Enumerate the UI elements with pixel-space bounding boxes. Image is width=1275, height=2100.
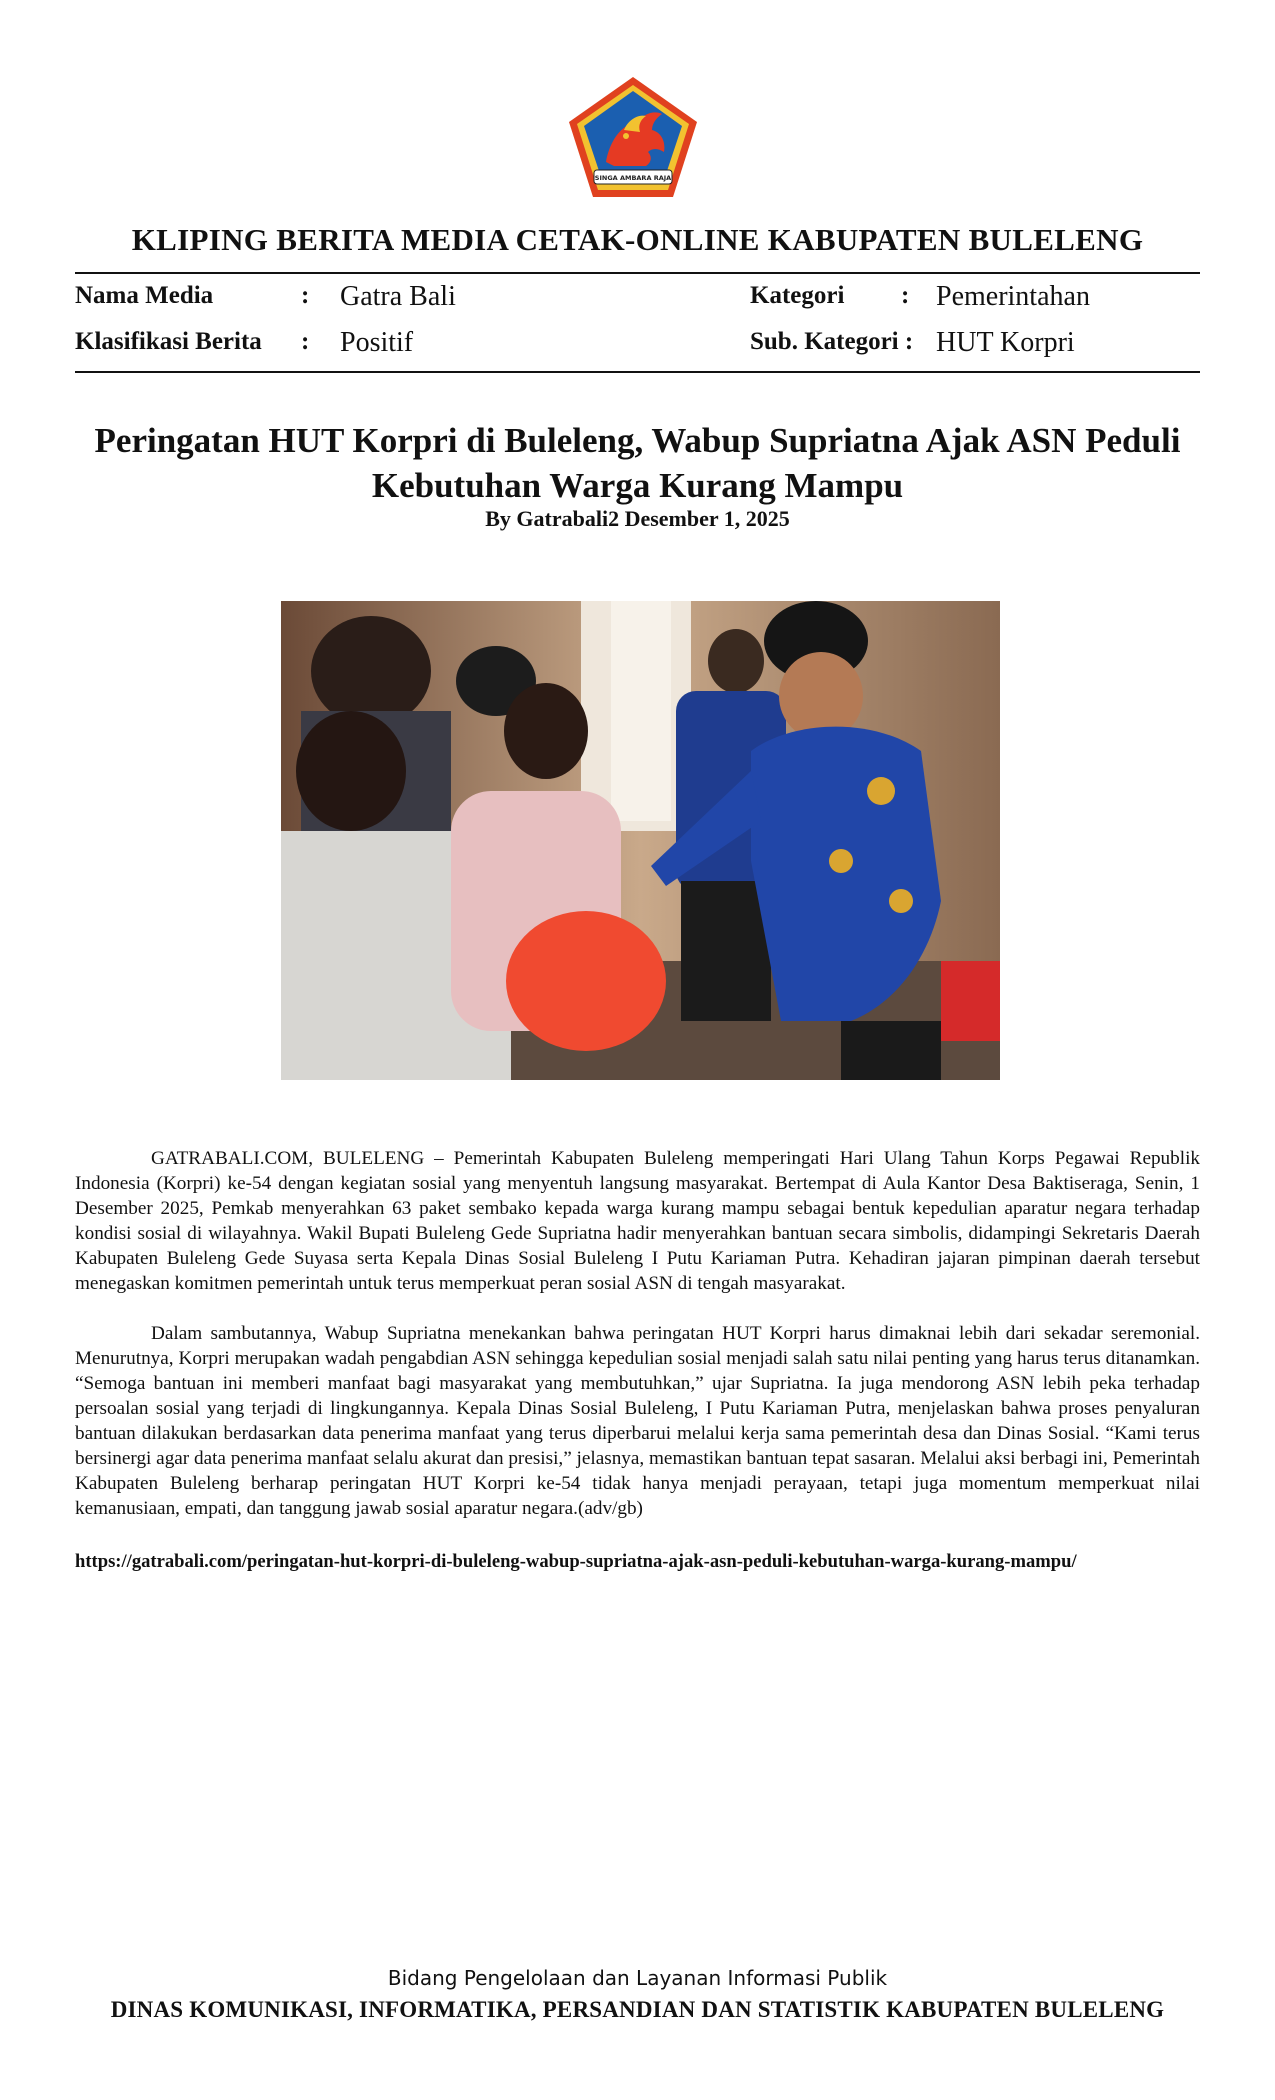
nama-media-label: Nama Media: [75, 282, 214, 309]
headline-line-1: Peringatan HUT Korpri di Buleleng, Wabup Supriatna Ajak ASN Peduli: [94, 421, 1181, 460]
kategori-label: Kategori: [750, 282, 845, 309]
article-paragraph: GATRABALI.COM, BULELENG – Pemerintah Kabupaten Buleleng memperingati Hari Ulang Tahun Korps Pegawai Republik Indonesia (Korpri) ke-54 dengan kegiatan sosial yang menyentuh langsung masyarakat. Bertempat di Aula Kantor Desa Baktiseraga, Senin, 1 Desember 2025, Pemkab menyerahkan 63 paket sembako kepada warga kurang mampu sebagai bentuk kepedulian aparatur negara terhadap kondisi sosial di wilayahnya. Wakil Bupati Buleleng Gede Supriatna hadir menyerahkan bantuan secara simbolis, didampingi Sekretaris Daerah Kabupaten Buleleng Gede Suyasa serta Kepala Dinas Sosial Buleleng I Putu Kariaman Putra. Kehadiran jajaran pimpinan daerah tersebut menegaskan komitmen pemerintah untuk terus memperkuat peran sosial ASN di tengah masyarakat.: [75, 1148, 1200, 1294]
header-divider-top: [75, 272, 1200, 274]
article-url-link[interactable]: https://gatrabali.com/peringatan-hut-korpri-di-buleleng-wabup-supriatna-ajak-asn-peduli-kebutuhan-warga-kurang-mampu/: [75, 1551, 1077, 1572]
footer-department: Bidang Pengelolaan dan Layanan Informasi Publik: [387, 1966, 888, 1990]
article-headline: [75, 418, 1200, 508]
singa-ambara-raja-emblem-icon: [566, 74, 700, 200]
svg-text:SINGA AMBARA RAJA: SINGA AMBARA RAJA: [594, 174, 672, 182]
article-body: [75, 1146, 1200, 1546]
colon: :: [301, 282, 310, 309]
article-byline: By Gatrabali2 Desember 1, 2025: [485, 506, 790, 531]
kategori-value: Pemerintahan: [936, 281, 1090, 312]
klasifikasi-label: Klasifikasi Berita: [75, 328, 262, 355]
colon: :: [301, 328, 310, 355]
meta-row-media: [75, 282, 1200, 316]
headline-line-2: Kebutuhan Warga Kurang Mampu: [371, 466, 904, 505]
meta-row-klasifikasi: [75, 328, 1200, 362]
news-photo-illustration: [281, 601, 1000, 1080]
header-divider-bottom: [75, 371, 1200, 373]
footer-agency: DINAS KOMUNIKASI, INFORMATIKA, PERSANDIAN DAN STATISTIK KABUPATEN BULELENG: [110, 1997, 1165, 2022]
article-photo: [281, 601, 1000, 1080]
sub-kategori-value: HUT Korpri: [936, 327, 1075, 358]
klasifikasi-value: Positif: [340, 327, 414, 358]
colon: :: [901, 282, 910, 309]
nama-media-value: Gatra Bali: [340, 281, 456, 312]
page-title: KLIPING BERITA MEDIA CETAK-ONLINE KABUPATEN BULELENG: [131, 222, 1144, 257]
regency-logo: [566, 74, 700, 200]
sub-kategori-label: Sub. Kategori :: [750, 328, 914, 355]
article-paragraph: Dalam sambutannya, Wabup Supriatna menekankan bahwa peringatan HUT Korpri harus dimaknai lebih dari sekadar seremonial. Menurutnya, Korpri merupakan wadah pengabdian ASN sehingga kepedulian sosial menjadi salah satu nilai penting yang harus terus ditanamkan. “Semoga bantuan ini memberi manfaat bagi masyarakat yang membutuhkan,” ujar Supriatna. Ia juga mendorong ASN lebih peka terhadap persoalan sosial yang terjadi di lingkungannya. Kepala Dinas Sosial Buleleng, I Putu Kariaman Putra, menjelaskan bahwa proses penyaluran bantuan dilakukan berdasarkan data penerima manfaat yang terus diperbarui melalui kerja sama pemerintah desa dan Dinas Sosial. “Kami terus bersinergi agar data penerima manfaat selalu akurat dan presisi,” jelasnya, memastikan bantuan tepat sasaran. Melalui aksi berbagi ini, Pemerintah Kabupaten Buleleng berharap peringatan HUT Korpri ke-54 tidak hanya menjadi perayaan, tetapi juga momentum memperkuat nilai kemanusiaan, empati, dan tanggung jawab sosial aparatur negara.(adv/gb): [75, 1323, 1200, 1519]
